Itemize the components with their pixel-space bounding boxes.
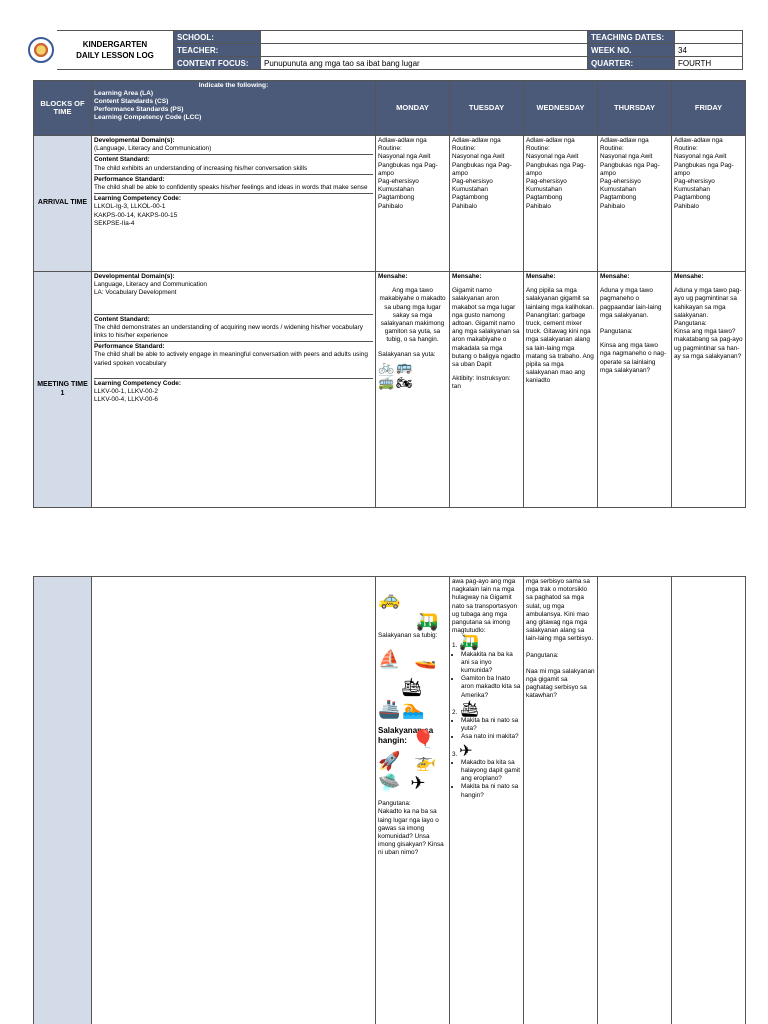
lcc-title: Learning Competency Code:	[94, 378, 373, 388]
dd-text: (Language, Literacy and Communication)	[94, 145, 212, 153]
wednesday-text: mga serbisyo sama sa mga trak o motorsiklo sa paghatod sa mga sulat, ug mga ambulansya. Kini mao ang gitawag nga mga salakyanan alang sa lain-laing mga serbisyo.	[526, 578, 594, 643]
routine-item: Pangbukas nga Pag-ampo	[526, 161, 586, 177]
lcc-text-2: LLKV-00-4, LLKV-00-6	[94, 396, 158, 404]
routine-item: Pahibalo	[600, 202, 625, 210]
lcc-text-2: KAKPS-00-14, KAKPS-00-15	[94, 211, 178, 219]
lcc-text-3: SEKPSE-IIa-4	[94, 219, 135, 227]
dd-text-1: Language, Literacy and Communication	[94, 281, 207, 289]
routine-item: Pag-ehersisyo	[600, 178, 641, 186]
meeting-tuesday	[450, 272, 524, 508]
friday-header: FRIDAY	[672, 81, 746, 136]
cs-title: Content Standard:	[94, 154, 373, 164]
continuation-monday	[376, 577, 450, 1024]
dd-title: Developmental Domain(s):	[94, 273, 175, 280]
routine-item: Adlaw-adlaw nga Routine:	[378, 137, 427, 153]
meeting-friday	[672, 272, 746, 508]
content-focus-label: CONTENT FOCUS:	[174, 57, 261, 70]
routine-item: Pangbukas nga Pag-ampo	[378, 161, 438, 177]
routine-item: Pagtambong	[600, 194, 637, 202]
ps-title: Performance Standard:	[94, 174, 373, 184]
thursday-question: Kinsa ang mga tawo nga nagmaneho o nag-operate sa lainlaing mga salakyanan?	[600, 342, 667, 374]
wednesday-message: Ang pipila sa mga salakyanan gigamit sa lainlaing mga kalihokan. Panangitan: garbage truck, cement mixer truck. Gitawag kini nga mga salakyanan alang sa lain-laing mga matang sa trabaho. Ang pipila sa mga salakyanan mao ang kaniadto	[526, 287, 595, 385]
monday-header: MONDAY	[376, 81, 450, 136]
dll-label: DAILY LESSON LOG	[76, 51, 154, 60]
continuation-tuesday	[450, 577, 524, 1024]
q2-a: • Makita ba ni nato sa yuta?	[461, 717, 521, 733]
continuation-friday	[672, 577, 746, 1024]
tricycle-icon: 🛺	[416, 611, 439, 631]
jeepney-icon: 🚎	[378, 374, 395, 390]
la-label: Learning Area (LA)	[94, 90, 154, 97]
motorcycle-icon: 🏍	[396, 374, 413, 390]
meeting-monday	[376, 272, 450, 508]
teacher-label: TEACHER:	[174, 44, 261, 57]
arrival-row	[34, 136, 746, 272]
question-label: Pangutana:	[600, 328, 633, 336]
routine-item: Pangbukas nga Pag-ampo	[674, 161, 734, 177]
kindergarten-label: KINDERGARTEN	[82, 40, 148, 49]
continuation-block	[34, 577, 92, 1024]
routine-item: Pagtambong	[378, 194, 415, 202]
question-label: Pangutana:	[674, 320, 707, 328]
lcc-text-1: LLKV-00-1, LLKV-00-2	[94, 388, 158, 396]
week-label: WEEK NO.	[588, 44, 675, 57]
friday-message: Aduna y mga tawo pag-ayo ug pagmintinar sa kahikayan sa mga salakyanan.	[674, 287, 742, 319]
monday-message: Ang mga tawo makabiyahe o makadto sa ubang mga lugar sakay sa mga salakyanan makimong gamiton sa yuta, sa tubig, o sa hangin.	[379, 287, 446, 344]
tuesday-message: Gigamit namo salakyanan aron makabot sa mga lugar nga gusto namong adtoan. Gigamit namo ang mga salakyanan sa aron makabiyahe o makadala sa mga butang o baligya ngadto sa uban Dapit	[452, 287, 521, 369]
quarter-label: QUARTER:	[588, 57, 675, 70]
wednesday-header: WEDNESDAY	[524, 81, 598, 136]
routine-item: Nasyonal nga Awit	[526, 153, 579, 161]
air-vehicles-label: Salakyanan sa hangin:	[378, 726, 434, 746]
quarter-value: FOURTH	[675, 57, 743, 70]
routine-monday	[376, 136, 450, 272]
routine-item: Adlaw-adlaw nga Routine:	[526, 137, 575, 153]
ferry-icon: 🛳	[400, 677, 423, 698]
routine-item: Kumustahan	[526, 186, 562, 194]
bicycle-icon: 🚲	[378, 358, 395, 374]
arrival-standards	[92, 136, 376, 272]
q1-b: • Gamiton ba Inato aron makadto kita sa Amerika?	[461, 675, 521, 700]
mensahe-label: Mensahe:	[600, 273, 630, 280]
routine-item: Adlaw-adlaw nga Routine:	[600, 137, 649, 153]
meeting-wednesday	[524, 272, 598, 508]
question-label: Pangutana:	[526, 651, 559, 659]
week-value: 34	[675, 44, 743, 57]
meeting-block: MEETING TIME 1	[34, 272, 92, 508]
bus-icon: 🚌	[396, 358, 413, 374]
ps-title: Performance Standard:	[94, 341, 373, 351]
blocks-header: BLOCKS OF TIME	[34, 81, 92, 136]
routine-item: Pahibalo	[674, 202, 699, 210]
routine-item: Adlaw-adlaw nga Routine:	[452, 137, 501, 153]
teacher-value[interactable]	[261, 44, 588, 57]
arrival-block: ARRIVAL TIME	[34, 136, 92, 272]
routine-item: Pag-ehersisyo	[526, 178, 567, 186]
ps-label: Performance Standards (PS)	[94, 106, 184, 113]
routine-item: Nasyonal nga Awit	[600, 153, 653, 161]
routine-item: Kumustahan	[452, 186, 488, 194]
cs-text: The child exhibits an understanding of increasing his/her conversation skills	[94, 164, 308, 172]
content-focus-value: Punupunuta ang mga tao sa ibat bang lugar	[261, 57, 588, 70]
routine-item: Kumustahan	[600, 186, 636, 194]
land-vehicles-label: Salakyanan sa yuta:	[378, 350, 436, 358]
routine-item: Pangbukas nga Pag-ampo	[600, 161, 660, 177]
item-1: 1. 🛺	[452, 634, 480, 652]
item-3: 3. ✈	[452, 742, 473, 760]
q3-b: • Makita ba ni nato sa hangin?	[461, 783, 521, 799]
mensahe-label: Mensahe:	[452, 273, 482, 280]
indicate-header	[92, 81, 376, 136]
indicate-label: Indicate the following:	[198, 82, 269, 89]
continuation-standards	[92, 577, 376, 1024]
routine-item: Pag-ehersisyo	[452, 178, 493, 186]
continuation-row	[34, 577, 746, 1024]
meeting-row	[34, 272, 746, 508]
mensahe-label: Mensahe:	[674, 273, 704, 280]
q1-a: • Makakita na ba ka ani sa inyo kumunida?	[461, 651, 521, 676]
routine-item: Kumustahan	[674, 186, 710, 194]
wednesday-question: Naa mi mga salakyanan nga gigamit sa paghatag serbisyo sa katawhan?	[526, 667, 595, 700]
lesson-table-1	[33, 80, 746, 508]
routine-item: Pangbukas nga Pag-ampo	[452, 161, 512, 177]
friday-question: Kinsa ang mga tawo? makatabang sa pag-ayo ug pagmintinar sa han-ay sa mga salakyanan?	[674, 328, 743, 360]
meeting-thursday	[598, 272, 672, 508]
routine-item: Pahibalo	[452, 202, 477, 210]
cs-text: The child demonstrates an understanding of acquiring new words / widening his/her vocabulary links to his/her experience	[94, 323, 363, 340]
tuesday-header: TUESDAY	[450, 81, 524, 136]
continuation-thursday	[598, 577, 672, 1024]
thursday-message: Aduna y mga tawo pagmaneho o pagpaandar lain-laing mga salakyanan.	[600, 287, 662, 319]
sailboat-icon: ⛵ 🚤	[378, 649, 437, 670]
routine-item: Nasyonal nga Awit	[674, 153, 727, 161]
title-cell	[57, 31, 174, 70]
question-label: Pangutana:	[378, 800, 411, 808]
water-vehicles-label: Salakyanan sa tubig:	[378, 632, 438, 639]
monday-question: Nakadto ka na ba sa laing lugar nga layo o gawas sa imong komunidad? Unsa imong gisakyan? Kinsa ni uban nimo?	[378, 808, 444, 857]
ship-icon: 🛳	[459, 700, 480, 718]
lcc-title: Learning Competency Code:	[94, 193, 373, 203]
item-2: 2. 🛳	[452, 700, 480, 718]
rocket-icon: 🚀 🚁	[378, 751, 437, 772]
q3-a: • Makadto ba kita sa halayong dapit gamit ang eroplano?	[461, 759, 521, 784]
routine-thursday	[598, 136, 672, 272]
routine-item: Pag-ehersisyo	[378, 178, 419, 186]
school-label: SCHOOL:	[174, 31, 261, 44]
mensahe-label: Mensahe:	[378, 273, 408, 280]
tuesday-activity: Aktibity: Instruksyon: tan	[452, 375, 511, 391]
meeting-standards	[92, 272, 376, 508]
car-icon: 🚕	[378, 589, 401, 609]
routine-item: Pahibalo	[526, 202, 551, 210]
lcc-label: Learning Competency Code (LCC)	[94, 114, 202, 121]
school-value[interactable]	[261, 31, 588, 44]
lesson-table-2	[33, 576, 746, 1024]
teaching-dates-value[interactable]	[675, 31, 743, 44]
routine-item: Nasyonal nga Awit	[378, 153, 431, 161]
routine-friday	[672, 136, 746, 272]
tricycle-icon: 🛺	[459, 634, 480, 652]
tuesday-instructions: awa pag-ayo ang mga nagkalain lain na mga hulagway na Gigamit nato sa transportasyon ug tubaga ang mga pangutana sa imong magtutudlo:	[452, 578, 518, 635]
ps-text: The child shall be able to confidently speaks his/her feelings and ideas in words that make sense	[94, 184, 368, 192]
routine-tuesday	[450, 136, 524, 272]
routine-wednesday	[524, 136, 598, 272]
land-vehicle-pictures	[378, 359, 447, 391]
routine-item: Kumustahan	[378, 186, 414, 194]
balloon-icon: 🎈	[412, 729, 435, 750]
ps-text: The child shall be able to actively engage in meaningful conversation with peers and adults using varied spoken vocabulary	[94, 351, 368, 367]
airplane-icon: ✈	[459, 742, 473, 760]
deped-seal-icon	[28, 37, 54, 63]
dd-text-2: LA: Vocabulary Development	[94, 289, 177, 297]
q2-b: • Asa nato ini makita?	[461, 733, 521, 741]
ship-icon: 🚢 🏊	[378, 699, 425, 720]
routine-item: Nasyonal nga Awit	[452, 153, 505, 161]
dd-title: Developmental Domain(s):	[94, 137, 175, 144]
header-table	[25, 30, 743, 70]
teaching-dates-label: TEACHING DATES:	[588, 31, 675, 44]
continuation-wednesday	[524, 577, 598, 1024]
routine-item: Pagtambong	[526, 194, 563, 202]
lcc-text-1: LLKOL-Ig-3, LLKOL-00-1	[94, 203, 166, 211]
deped-seal-cell	[25, 31, 57, 70]
routine-item: Adlaw-adlaw nga Routine:	[674, 137, 723, 153]
routine-item: Pagtambong	[674, 194, 711, 202]
routine-item: Pagtambong	[452, 194, 489, 202]
thursday-header: THURSDAY	[598, 81, 672, 136]
routine-item: Pahibalo	[378, 202, 403, 210]
blimp-icon: 🛸 ✈	[378, 773, 426, 794]
routine-item: Pag-ehersisyo	[674, 178, 715, 186]
cs-title: Content Standard:	[94, 314, 373, 324]
cs-label: Content Standards (CS)	[94, 98, 169, 105]
mensahe-label: Mensahe:	[526, 273, 556, 280]
